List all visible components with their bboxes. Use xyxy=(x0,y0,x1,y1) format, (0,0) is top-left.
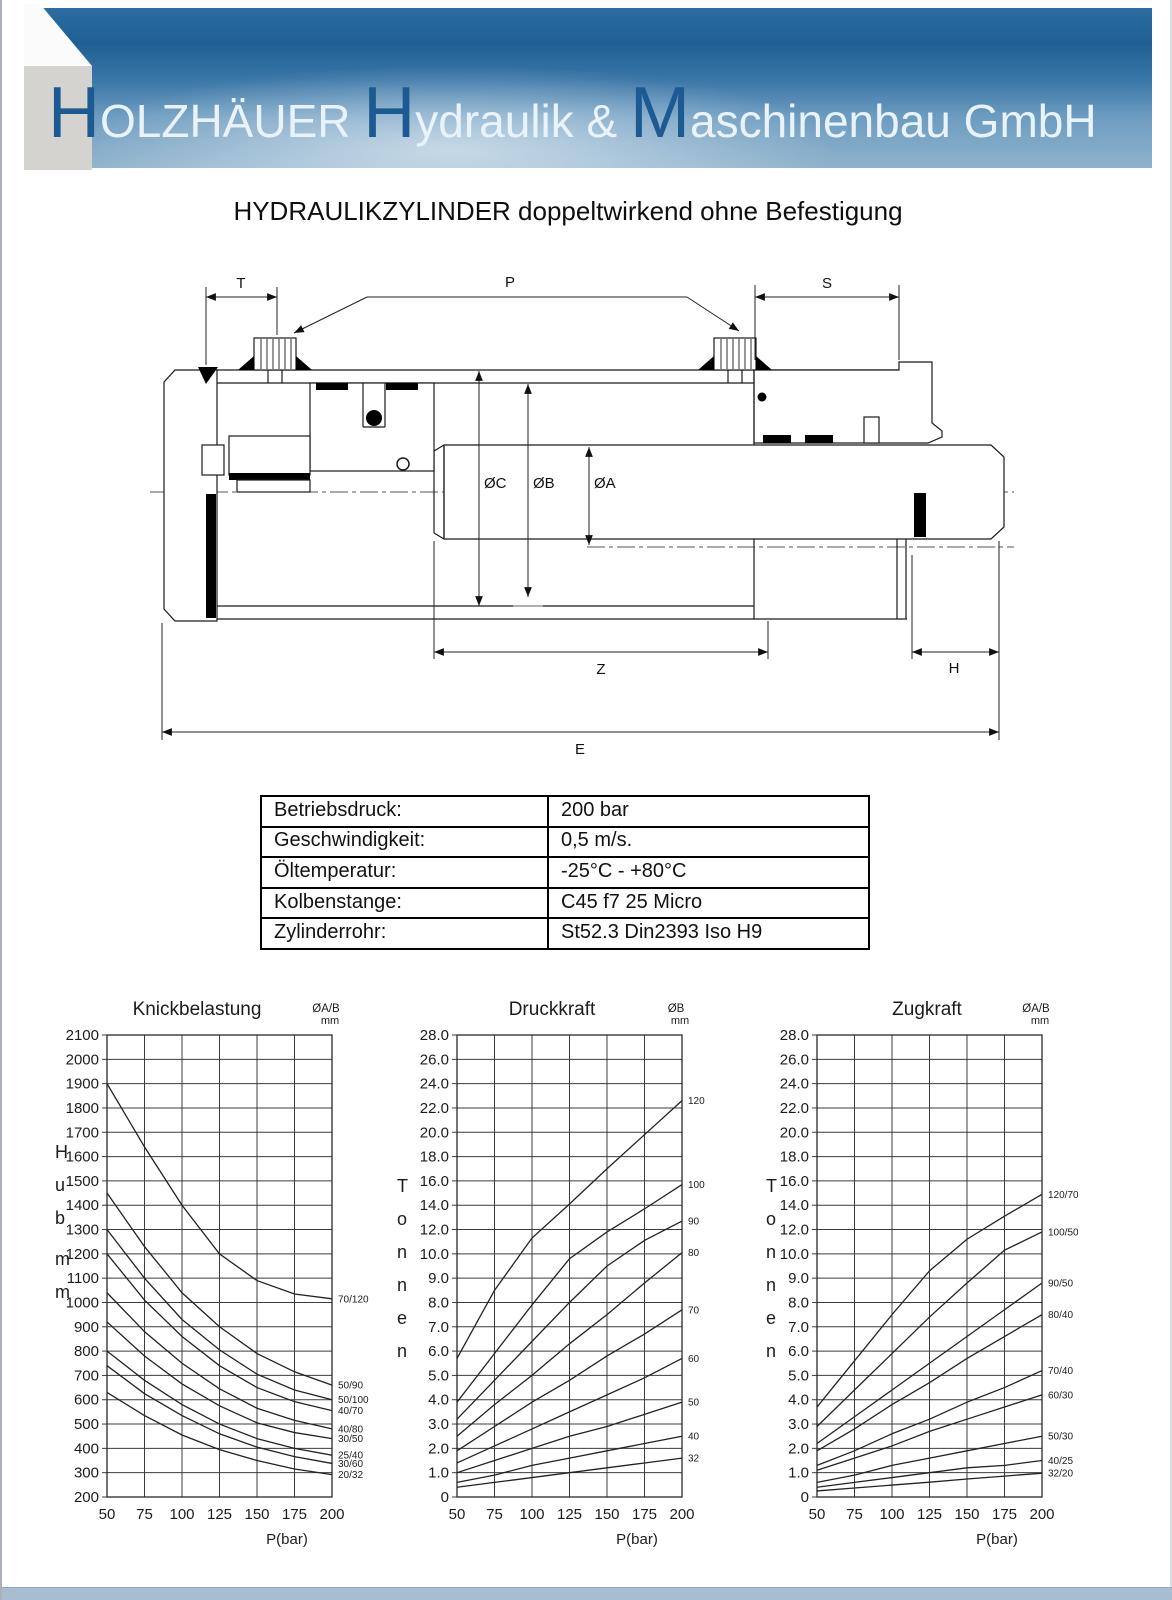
y-tick-label: 7.0 xyxy=(428,1318,449,1336)
y-tick-label: 28.0 xyxy=(419,1027,449,1044)
y-tick-label: 12.0 xyxy=(779,1221,809,1239)
y-tick-label: 8.0 xyxy=(788,1294,809,1312)
series-label: 70 xyxy=(688,1305,700,1317)
nut-seal-band xyxy=(229,473,310,480)
y-tick-label: 0 xyxy=(800,1489,809,1506)
y-tick-label: 1200 xyxy=(65,1245,99,1263)
x-tick-label: 200 xyxy=(1029,1506,1055,1523)
spec-row xyxy=(261,827,869,858)
series-label: 40/25 xyxy=(1048,1456,1074,1468)
y-tick-label: 24.0 xyxy=(779,1075,809,1093)
x-tick-label: 175 xyxy=(991,1506,1018,1523)
y-tick-label: 16.0 xyxy=(779,1172,809,1190)
y-tick-label: 4.0 xyxy=(788,1391,809,1409)
y-tick-label: 9.0 xyxy=(788,1270,809,1288)
x-tick-label: 125 xyxy=(556,1506,583,1523)
y-tick-label: 18.0 xyxy=(779,1148,809,1166)
banner-segment: OLZHÄUER xyxy=(100,95,364,147)
y-tick-label: 1700 xyxy=(65,1124,99,1142)
x-tick-label: 200 xyxy=(319,1506,345,1523)
spec-label: Betriebsdruck: xyxy=(261,796,548,827)
spec-value: St52.3 Din2393 Iso H9 xyxy=(548,918,869,949)
unit-label-sub: mm xyxy=(670,1015,690,1027)
y-tick-label: 28.0 xyxy=(779,1027,809,1044)
y-tick-label: 1600 xyxy=(65,1148,99,1166)
page-bottom-band xyxy=(2,1587,1172,1600)
piston-rod xyxy=(434,445,1004,539)
y-tick-label: 26.0 xyxy=(779,1051,809,1069)
series-label: 120/70 xyxy=(1048,1189,1079,1201)
y-tick-label: 9.0 xyxy=(428,1270,449,1288)
unit-label: ØB xyxy=(667,1003,685,1015)
y-axis-letter: n xyxy=(397,1242,408,1262)
spec-row xyxy=(261,796,869,827)
rod-groove-band xyxy=(914,493,926,537)
cap-seal-bar xyxy=(206,494,216,618)
spec-value: 0,5 m/s. xyxy=(548,827,869,858)
y-tick-label: 1300 xyxy=(65,1221,99,1239)
label-P: P xyxy=(504,274,516,291)
x-tick-label: 50 xyxy=(808,1506,826,1523)
piston-assembly xyxy=(202,383,434,492)
y-tick-label: 800 xyxy=(73,1343,99,1361)
chart-title: Druckkraft xyxy=(508,999,596,1020)
spec-label: Zylinderrohr: xyxy=(261,918,548,949)
y-tick-label: 900 xyxy=(73,1318,99,1336)
page-title: HYDRAULIKZYLINDER doppeltwirkend ohne Befestigung xyxy=(233,196,903,226)
chart-druckkraft xyxy=(392,995,737,1555)
chart-knickbelastung xyxy=(47,995,392,1555)
spec-row xyxy=(261,918,869,949)
series-label: 40/80 xyxy=(338,1424,364,1436)
y-axis-letter: o xyxy=(397,1209,408,1229)
series-label: 40/70 xyxy=(338,1406,364,1418)
series-label: 50/30 xyxy=(1048,1431,1074,1443)
y-tick-label: 20.0 xyxy=(419,1124,449,1142)
unit-label: ØA/B xyxy=(1022,1003,1050,1015)
chart-canvas xyxy=(752,995,1097,1555)
spec-value: C45 f7 25 Micro xyxy=(548,888,869,919)
dim-P-leader-right xyxy=(687,297,739,331)
y-tick-label: 700 xyxy=(73,1367,99,1385)
dim-P-leader-left xyxy=(294,297,367,333)
label-OC: ØC xyxy=(484,475,507,492)
series-label: 70/40 xyxy=(1048,1366,1074,1378)
y-tick-label: 1800 xyxy=(65,1099,99,1117)
series-label: 70/120 xyxy=(338,1294,369,1306)
x-axis-label: P(bar) xyxy=(616,1531,658,1548)
piston-seal-band-2 xyxy=(386,383,418,390)
x-tick-label: 175 xyxy=(631,1506,658,1523)
rod-chamfer-top xyxy=(434,445,444,451)
y-tick-label: 400 xyxy=(73,1440,99,1458)
series-label: 90/50 xyxy=(1048,1278,1074,1290)
spec-row xyxy=(261,888,869,919)
banner-segment: H xyxy=(363,73,416,153)
series-label: 100 xyxy=(688,1180,705,1192)
y-tick-label: 1.0 xyxy=(788,1464,809,1482)
y-axis-letter: n xyxy=(766,1341,777,1361)
y-tick-label: 1.0 xyxy=(428,1464,449,1482)
unit-label-sub: mm xyxy=(320,1015,340,1027)
x-tick-label: 175 xyxy=(281,1506,308,1523)
x-tick-label: 75 xyxy=(846,1506,863,1523)
oil-ports xyxy=(238,338,772,383)
y-tick-label: 1900 xyxy=(65,1075,99,1093)
series-label: 120 xyxy=(688,1096,705,1108)
y-tick-label: 7.0 xyxy=(788,1318,809,1336)
label-E: E xyxy=(574,741,586,758)
y-axis-letter: e xyxy=(397,1308,408,1328)
spec-label: Geschwindigkeit: xyxy=(261,827,548,858)
series-label: 32 xyxy=(688,1453,700,1465)
y-tick-label: 26.0 xyxy=(419,1051,449,1069)
y-tick-label: 2000 xyxy=(65,1051,99,1069)
x-tick-label: 100 xyxy=(169,1506,195,1523)
y-tick-label: 1100 xyxy=(66,1270,99,1288)
y-axis-letter: o xyxy=(766,1209,777,1229)
y-tick-label: 10.0 xyxy=(419,1245,449,1263)
x-tick-label: 125 xyxy=(206,1506,233,1523)
gland-o-ring xyxy=(758,393,767,402)
company-name xyxy=(48,72,1097,154)
y-tick-label: 2.0 xyxy=(788,1440,809,1458)
y-tick-label: 20.0 xyxy=(779,1124,809,1142)
banner-segment: aschinenbau GmbH xyxy=(690,95,1097,147)
y-tick-label: 6.0 xyxy=(428,1343,449,1361)
series-label: 60/30 xyxy=(1048,1390,1074,1402)
rod-chamfer-bottom xyxy=(434,533,444,539)
spec-row xyxy=(261,857,869,888)
cap-inner-step xyxy=(202,445,224,475)
y-tick-label: 2.0 xyxy=(428,1440,449,1458)
y-tick-label: 12.0 xyxy=(419,1221,449,1239)
label-S: S xyxy=(821,275,833,292)
y-axis-letter: u xyxy=(55,1175,66,1195)
y-axis-letter: m xyxy=(55,1249,70,1269)
cylinder-section-drawing xyxy=(142,255,1042,785)
port-weld-2b xyxy=(756,356,772,370)
y-tick-label: 22.0 xyxy=(419,1099,449,1117)
series-label: 40 xyxy=(688,1431,700,1443)
y-tick-label: 0 xyxy=(440,1489,449,1506)
x-tick-label: 150 xyxy=(954,1506,980,1523)
y-tick-label: 300 xyxy=(73,1464,99,1482)
label-OA: ØA xyxy=(594,475,616,492)
unit-label-sub: mm xyxy=(1030,1015,1050,1027)
series-label: 90 xyxy=(688,1216,700,1228)
x-tick-label: 50 xyxy=(448,1506,466,1523)
port-weld-1a xyxy=(238,356,254,370)
y-axis-letter: b xyxy=(55,1208,66,1228)
banner-segment: M xyxy=(630,73,690,153)
series-label: 30/60 xyxy=(338,1458,364,1470)
spec-table xyxy=(260,795,870,950)
x-axis-label: P(bar) xyxy=(266,1531,308,1548)
chart-title: Zugkraft xyxy=(892,999,962,1020)
spec-value: -25°C - +80°C xyxy=(548,857,869,888)
y-tick-label: 1400 xyxy=(65,1197,99,1215)
x-tick-label: 75 xyxy=(486,1506,503,1523)
y-axis-letter: T xyxy=(397,1176,408,1196)
y-tick-label: 5.0 xyxy=(428,1367,449,1385)
y-tick-label: 1000 xyxy=(65,1294,99,1312)
wiper-groove xyxy=(864,417,879,443)
rod-seal-band-2 xyxy=(805,435,833,443)
y-tick-label: 10.0 xyxy=(779,1245,809,1263)
rod-seal-band-1 xyxy=(763,435,791,443)
x-axis-label: P(bar) xyxy=(976,1531,1018,1548)
y-axis-letter: n xyxy=(397,1341,408,1361)
nut-step xyxy=(237,480,310,492)
y-tick-label: 4.0 xyxy=(428,1391,449,1409)
chart-canvas xyxy=(47,995,392,1555)
y-axis-letter: T xyxy=(766,1176,777,1196)
series-label: 100/50 xyxy=(1048,1227,1079,1239)
y-tick-label: 1500 xyxy=(65,1172,99,1190)
y-tick-label: 8.0 xyxy=(428,1294,449,1312)
chart-canvas xyxy=(392,995,737,1555)
x-tick-label: 200 xyxy=(669,1506,695,1523)
y-tick-label: 14.0 xyxy=(419,1197,449,1215)
y-axis-letter: H xyxy=(55,1142,68,1162)
y-axis-letter: m xyxy=(55,1282,70,1302)
spec-value: 200 bar xyxy=(548,796,869,827)
series-label: 50 xyxy=(688,1397,700,1409)
label-T: T xyxy=(236,275,246,292)
label-Z: Z xyxy=(596,661,606,678)
logo-roof-shape xyxy=(24,4,92,66)
y-tick-label: 3.0 xyxy=(788,1416,809,1434)
y-tick-label: 6.0 xyxy=(788,1343,809,1361)
rod-nut-block xyxy=(229,436,310,475)
series-label: 80/40 xyxy=(1048,1310,1074,1322)
y-tick-label: 24.0 xyxy=(419,1075,449,1093)
banner-segment: ydraulik & xyxy=(415,95,631,147)
spec-label: Öltemperatur: xyxy=(261,857,548,888)
y-tick-label: 14.0 xyxy=(779,1197,809,1215)
y-axis-letter: e xyxy=(766,1308,777,1328)
y-tick-label: 2100 xyxy=(65,1027,99,1044)
series-label: 50/90 xyxy=(338,1380,364,1392)
y-tick-label: 500 xyxy=(73,1416,99,1434)
label-H: H xyxy=(948,660,960,677)
x-tick-label: 100 xyxy=(519,1506,545,1523)
series-label: 30/50 xyxy=(338,1434,364,1446)
y-axis-letter: n xyxy=(397,1275,408,1295)
gland-body xyxy=(754,362,942,443)
x-tick-label: 150 xyxy=(594,1506,620,1523)
series-label: 32/20 xyxy=(1048,1468,1074,1480)
unit-label: ØA/B xyxy=(312,1003,340,1015)
x-tick-label: 150 xyxy=(244,1506,270,1523)
x-tick-label: 125 xyxy=(916,1506,943,1523)
x-tick-label: 100 xyxy=(879,1506,905,1523)
banner-segment: H xyxy=(48,73,100,153)
series-label: 50/100 xyxy=(338,1395,369,1407)
piston-o-ring xyxy=(366,410,382,426)
y-tick-label: 200 xyxy=(73,1489,99,1506)
company-banner xyxy=(24,8,1152,168)
spec-label: Kolbenstange: xyxy=(261,888,548,919)
y-tick-label: 22.0 xyxy=(779,1099,809,1117)
y-tick-label: 600 xyxy=(73,1391,99,1409)
chart-title: Knickbelastung xyxy=(132,999,262,1020)
y-axis-letter: n xyxy=(766,1275,777,1295)
x-tick-label: 75 xyxy=(136,1506,153,1523)
port-boss-2 xyxy=(714,338,756,370)
series-label: 60 xyxy=(688,1353,700,1365)
chart-zugkraft xyxy=(752,995,1097,1555)
y-tick-label: 3.0 xyxy=(428,1416,449,1434)
y-tick-label: 16.0 xyxy=(419,1172,449,1190)
piston-seal-band-1 xyxy=(316,383,348,390)
port-weld-1b xyxy=(296,356,312,370)
x-tick-label: 50 xyxy=(98,1506,116,1523)
y-axis-letter: n xyxy=(766,1242,777,1262)
port-boss-1 xyxy=(254,338,296,370)
series-label: 80 xyxy=(688,1248,700,1260)
spec-table-body xyxy=(261,796,869,949)
series-label: 25/40 xyxy=(338,1450,364,1462)
label-OB: ØB xyxy=(533,475,555,492)
y-tick-label: 18.0 xyxy=(419,1148,449,1166)
y-tick-label: 5.0 xyxy=(788,1367,809,1385)
port-weld-2a xyxy=(698,356,714,370)
series-label: 20/32 xyxy=(338,1470,364,1482)
